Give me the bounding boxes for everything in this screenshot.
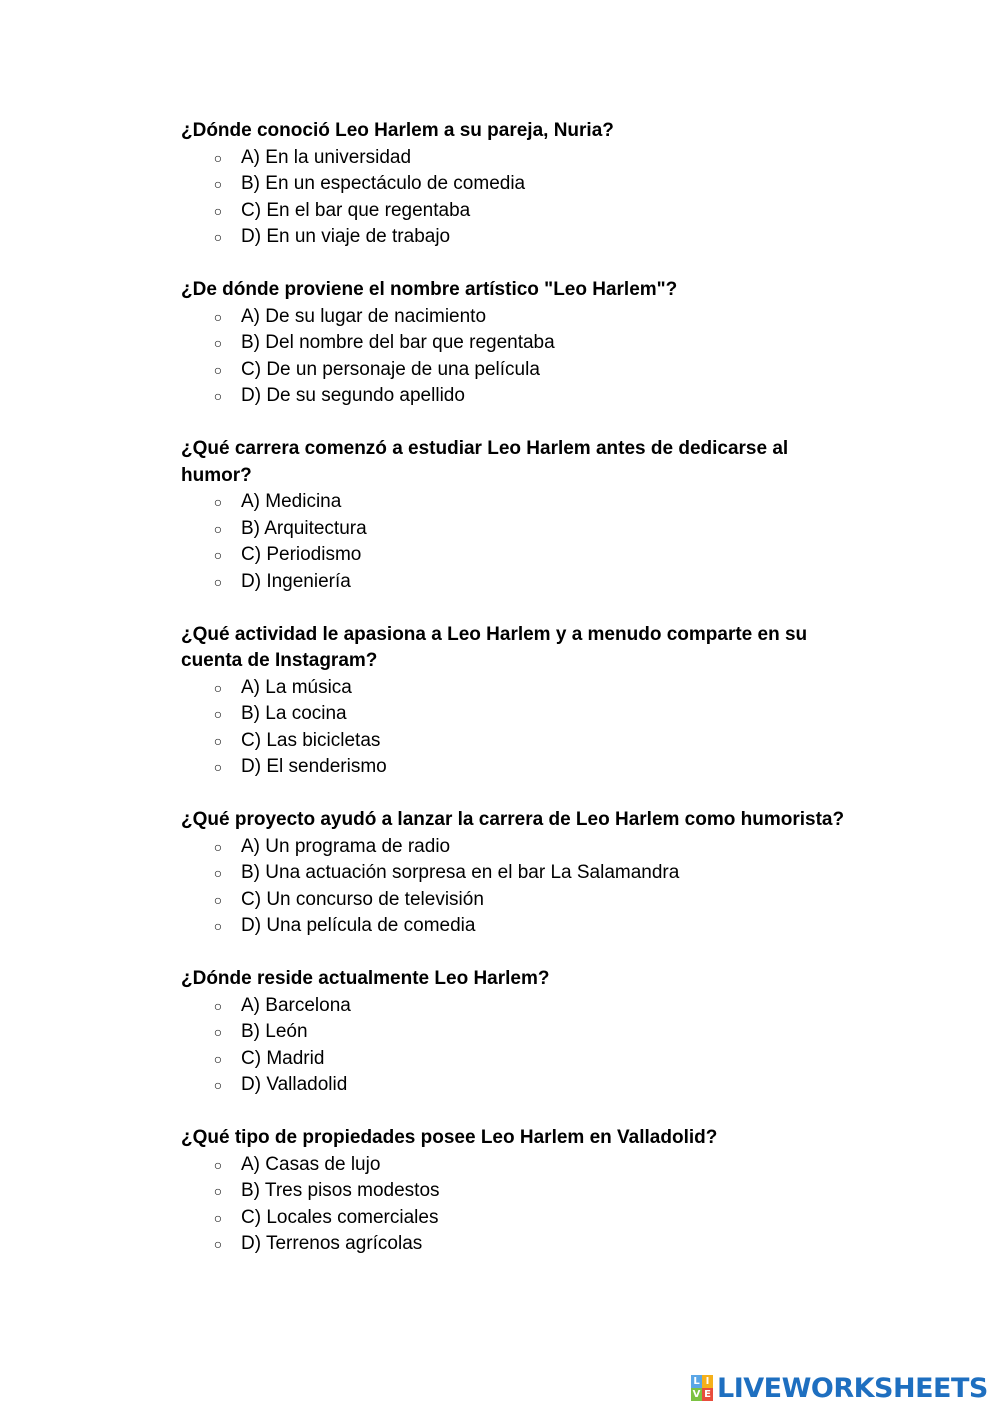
question-text: ¿Dónde reside actualmente Leo Harlem? bbox=[181, 968, 550, 989]
question-text: ¿Qué tipo de propiedades posee Leo Harlem en Valladolid? bbox=[181, 1127, 718, 1148]
bullet-icon: ○ bbox=[213, 520, 223, 537]
liveworksheets-logo bbox=[691, 1371, 988, 1405]
option-item[interactable] bbox=[181, 1231, 861, 1258]
option-item[interactable] bbox=[181, 357, 861, 384]
bullet-icon: ○ bbox=[213, 361, 223, 378]
bullet-icon: ○ bbox=[213, 679, 223, 696]
option-item[interactable] bbox=[181, 224, 861, 251]
question-text: ¿Qué carrera comenzó a estudiar Leo Harlem antes de dedicarse al humor? bbox=[181, 438, 789, 486]
bullet-icon: ○ bbox=[213, 176, 223, 192]
option-label: C) Las bicicletas bbox=[241, 729, 381, 751]
option-label: C) En el bar que regentaba bbox=[241, 199, 471, 221]
worksheet-content bbox=[181, 118, 861, 1284]
option-label: B) La cocina bbox=[241, 703, 347, 724]
option-item[interactable] bbox=[181, 887, 861, 914]
option-label: C) Periodismo bbox=[241, 544, 362, 565]
option-label: B) Arquitectura bbox=[241, 517, 367, 539]
bullet-icon: ○ bbox=[213, 388, 223, 404]
option-item[interactable] bbox=[181, 569, 861, 596]
option-item[interactable] bbox=[181, 754, 861, 781]
option-label: D) Valladolid bbox=[241, 1074, 348, 1095]
bullet-icon: ○ bbox=[213, 865, 223, 881]
question-4 bbox=[181, 622, 861, 781]
bullet-icon: ○ bbox=[213, 335, 223, 351]
option-label: D) De su segundo apellido bbox=[241, 385, 465, 406]
option-item[interactable] bbox=[181, 489, 861, 516]
option-label: B) Tres pisos modestos bbox=[241, 1180, 440, 1201]
options-list bbox=[181, 489, 861, 595]
option-label: A) Medicina bbox=[241, 491, 342, 512]
options-list bbox=[181, 834, 861, 940]
option-label: B) León bbox=[241, 1021, 308, 1042]
option-item[interactable] bbox=[181, 728, 861, 755]
bullet-icon: ○ bbox=[213, 1050, 223, 1067]
option-item[interactable] bbox=[181, 542, 861, 569]
logo-mark-icon bbox=[691, 1375, 713, 1401]
option-label: A) De su lugar de nacimiento bbox=[241, 305, 487, 327]
option-label: D) Ingeniería bbox=[241, 570, 351, 592]
option-item[interactable] bbox=[181, 1072, 861, 1099]
bullet-icon: ○ bbox=[213, 308, 223, 325]
bullet-icon: ○ bbox=[213, 494, 223, 510]
option-item[interactable] bbox=[181, 1205, 861, 1232]
option-item[interactable] bbox=[181, 1046, 861, 1073]
option-label: A) Casas de lujo bbox=[241, 1153, 381, 1175]
option-item[interactable] bbox=[181, 834, 861, 861]
logo-letter: L bbox=[691, 1375, 702, 1388]
option-label: D) En un viaje de trabajo bbox=[241, 226, 451, 247]
logo-letter: I bbox=[702, 1375, 713, 1388]
option-label: B) Una actuación sorpresa en el bar La Salamandra bbox=[241, 862, 680, 883]
question-text: ¿De dónde proviene el nombre artístico "Leo Harlem"? bbox=[181, 279, 678, 300]
option-label: D) Una película de comedia bbox=[241, 915, 476, 936]
option-item[interactable] bbox=[181, 1152, 861, 1179]
option-item[interactable] bbox=[181, 198, 861, 225]
question-1 bbox=[181, 118, 861, 251]
bullet-icon: ○ bbox=[213, 1236, 223, 1252]
question-5 bbox=[181, 807, 861, 940]
options-list bbox=[181, 145, 861, 251]
option-item[interactable] bbox=[181, 701, 861, 728]
question-text: ¿Qué proyecto ayudó a lanzar la carrera de Leo Harlem como humorista? bbox=[181, 809, 845, 830]
bullet-icon: ○ bbox=[213, 891, 223, 908]
bullet-icon: ○ bbox=[213, 1209, 223, 1226]
bullet-icon: ○ bbox=[213, 149, 223, 166]
options-list bbox=[181, 993, 861, 1099]
options-list bbox=[181, 675, 861, 781]
option-item[interactable] bbox=[181, 304, 861, 331]
option-label: C) De un personaje de una película bbox=[241, 358, 540, 380]
bullet-icon: ○ bbox=[213, 573, 223, 590]
bullet-icon: ○ bbox=[213, 202, 223, 219]
options-list bbox=[181, 304, 861, 410]
option-label: D) Terrenos agrícolas bbox=[241, 1233, 423, 1254]
bullet-icon: ○ bbox=[213, 838, 223, 855]
bullet-icon: ○ bbox=[213, 1077, 223, 1093]
option-label: B) Del nombre del bar que regentaba bbox=[241, 332, 555, 353]
option-label: C) Locales comerciales bbox=[241, 1206, 439, 1228]
option-item[interactable] bbox=[181, 1178, 861, 1205]
bullet-icon: ○ bbox=[213, 547, 223, 563]
bullet-icon: ○ bbox=[213, 918, 223, 934]
option-item[interactable] bbox=[181, 913, 861, 940]
option-label: A) En la universidad bbox=[241, 146, 412, 168]
bullet-icon: ○ bbox=[213, 732, 223, 749]
bullet-icon: ○ bbox=[213, 229, 223, 245]
option-item[interactable] bbox=[181, 383, 861, 410]
question-6 bbox=[181, 966, 861, 1099]
bullet-icon: ○ bbox=[213, 1024, 223, 1040]
bullet-icon: ○ bbox=[213, 1183, 223, 1199]
logo-letter: V bbox=[692, 1389, 701, 1400]
question-2 bbox=[181, 277, 861, 410]
bullet-icon: ○ bbox=[213, 706, 223, 722]
question-text: ¿Dónde conoció Leo Harlem a su pareja, Nuria? bbox=[181, 120, 614, 141]
question-3 bbox=[181, 436, 861, 595]
option-label: C) Madrid bbox=[241, 1047, 325, 1069]
option-label: A) Barcelona bbox=[241, 994, 351, 1016]
option-label: A) Un programa de radio bbox=[241, 835, 451, 857]
option-item[interactable] bbox=[181, 171, 861, 198]
option-item[interactable] bbox=[181, 993, 861, 1020]
option-item[interactable] bbox=[181, 330, 861, 357]
bullet-icon: ○ bbox=[213, 997, 223, 1014]
logo-letter: E bbox=[702, 1388, 713, 1401]
question-7 bbox=[181, 1125, 861, 1258]
options-list bbox=[181, 1152, 861, 1258]
option-item[interactable] bbox=[181, 516, 861, 543]
option-item[interactable] bbox=[181, 145, 861, 172]
option-label: A) La música bbox=[241, 676, 352, 698]
option-label: B) En un espectáculo de comedia bbox=[241, 173, 526, 194]
option-item[interactable] bbox=[181, 1019, 861, 1046]
option-item[interactable] bbox=[181, 675, 861, 702]
option-item[interactable] bbox=[181, 860, 861, 887]
logo-text: LIVEWORKSHEETS bbox=[717, 1372, 988, 1404]
option-label: C) Un concurso de televisión bbox=[241, 888, 484, 910]
option-label: D) El senderismo bbox=[241, 756, 387, 777]
bullet-icon: ○ bbox=[213, 759, 223, 775]
bullet-icon: ○ bbox=[213, 1156, 223, 1173]
question-text: ¿Qué actividad le apasiona a Leo Harlem y a menudo comparte en su cuenta de Instagram? bbox=[181, 623, 808, 671]
